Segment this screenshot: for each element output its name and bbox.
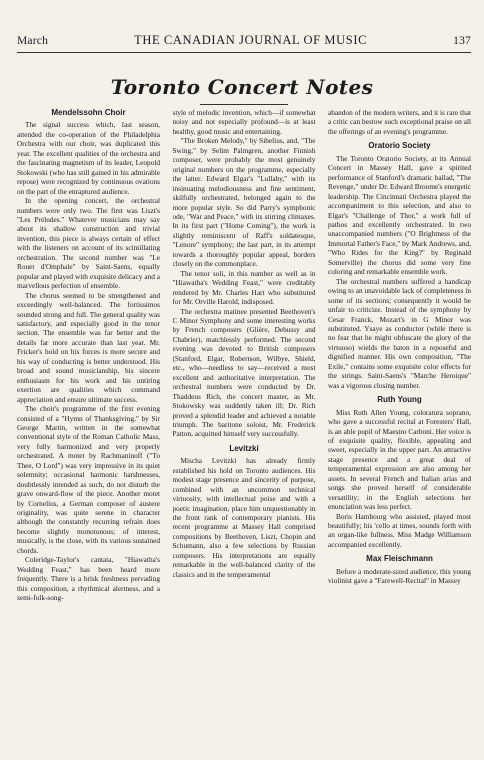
article-heading: Levitzki <box>229 443 259 453</box>
paragraph-continued: style of melodic invention, which—if somewhat noisy and not especially profound—is at least healthy, good music and entertaining. <box>172 108 316 136</box>
paragraph: Boris Hambourg who assisted, played most beautifully; his 'cello at times, sounds forth with an organ-like fullness. Miss Madge Williamson accompanied excellently. <box>328 511 471 549</box>
column-3 <box>328 108 471 756</box>
article-heading: Mendelssohn Choir <box>51 108 126 117</box>
paragraph: The tenor soli, in this number as well as in "Hiawatha's Wedding Feast," were creditably rendered by Mr. Charles Hart who substituted for Mr. Orville Harold, indisposed. <box>172 268 316 307</box>
running-head-month: March <box>17 35 49 47</box>
paragraph: The orchestra matinee presented Beethoven's C Minor Symphony and some interesting works by French composers (Glière, Debussy and Chabrier), matchlessly performed. The second evening was devoted to British composers (Stanford, Elgar, Robertson, Wilbye, Shield, etc., who—needless to say—received a most excellent and authoritative interpretation. The orchestral numbers were conducted by Dr. Thaddeus Rich, the concert master, as Mr. Stokowsky was suddenly taken ill; Dr. Rich proved a splendid leader and achieved a notable triumph. The baritone soloist, Mr. Frederick Patton, acquitted himself very successfully. <box>172 306 316 439</box>
header-rule <box>17 52 471 53</box>
running-head <box>17 33 471 48</box>
article-heading: Max Fleischmann <box>366 554 433 564</box>
paragraph: The Toronto Oratorio Society, at its Annual Concert in Massey Hall, gave a spirited performance of Stanford's dramatic ballad, "The Revenge," under Dr. Edward Broome's energetic leadership. The Cincinnati Orchestra played the accompaniment to this selection, and also to Elgar's "Challenge of Thor," a work full of pathos and excellently orchestrated. In two unaccompanied numbers ("O Brightness of the Immortal Father's Face," by Mark Andrews, and, "Who Rides for the King?" by Reginald Somerville) the chorus did some very fine coloring and remarkable ensemble work. <box>328 153 471 277</box>
paragraph-continued: abandon of the modern writers, and it is rare that a critic can bestow such exceptional praise on all the offerings of an evening's programme. <box>328 108 471 136</box>
article-heading: Oratorio Society <box>368 141 431 151</box>
column-2 <box>173 108 316 756</box>
paragraph: Miss Ruth Allen Young, coloratura soprano, who gave a successful recital at Foresters' Hall, is an able pupil of Maestro Carboni. Her voice is of exquisite quality, flexible, appealing and sweet, especially in the upper part. An attractive stage presence and a great deal of temperamental expression are also among her assets. In several French and Italian arias and songs she proved herself of considerable versatility; in the English selections her enunciation was less perfect. <box>328 407 471 512</box>
article-columns <box>17 108 471 756</box>
paragraph: "The Broken Melody," by Sibelius, and, "The Swing," by Selim Palmgren, another Finnish composer, were probably the most genuinely original numbers on the programme, especially the latter. Edward Elgar's "Lullaby," with its insinuating melodiousness and fine sentiment, skilfully orchestrated, belonged again to the more popular style. So did Parry's symphonic ode, "War and Peace," with its stirring climaxes. In its first part ("Home Coming"), the work is slightly reminiscent of Raff's soldatesque, "Lenore" symphony; the last part, in its attempt towards a thoroughly popular appeal, borders closely on the commonplace. <box>172 136 316 269</box>
section-title: Toronto Concert Notes <box>110 75 374 99</box>
paragraph: The choir's programme of the first evening consisted of a "Hymn of Thanksgiving," by Sir George Martin, written in the somewhat conventional style of the Roman Catholic Mass, very fully harmonized and very properly orchestrated. A motet by Rachmaninoff ("To Thee, O Lord") was very impressive in its quiet solemnity; occasional harmonic harshnesses, doubtlessly intended as such, do not disturb the grave onward-flow of the piece. Another motet by Cornelius, a German composer of austere originality, was quite serene in character although the constantly recurring refrain does become slightly monotonous; of interest, musically, is the close, with its various sustained chords. <box>17 404 160 555</box>
title-rule <box>200 104 288 105</box>
paragraph: Mischa Levitzki has already firmly established his hold on Toronto audiences. His modest stage presence and sincerity of purpose, combined with an uncommon technical virtuosity, with intellectual poise and with a poetic imagination, place him unquestionably in the front rank of contemporary pianists. His recent programme at Massey Hall comprised compositions by Beethoven, Liszt, Chopin and Schumann, also a few selections by Russian composers. His interpretations are equally remarkable in the well-balanced clarity of the classics and in the temperamental <box>172 456 316 579</box>
page-number: 137 <box>453 35 471 47</box>
paragraph: The orchestral numbers suffered a handicap owing to an unavoidable lack of completeness in some of its sections; consequently it would be unfair to criticize. Instead of the symphony by Cesar Franck, Mozart's in G Minor was substituted. Ysaye as conductor (while there is no fear that he might obfuscate the glory of the virtuoso) wields the baton in a reposeful and dignified manner. His own composition, "The Exile," contains some exquisite color effects for the strings. Saint-Saens's "Marche Heroique" was a vigorous closing number. <box>328 276 471 390</box>
column-1 <box>17 108 160 756</box>
paragraph: Before a moderate-sized audience, this young violinist gave a "Farewell-Recital" in Massey <box>328 566 471 586</box>
running-head-journal-title: THE CANADIAN JOURNAL OF MUSIC <box>134 33 368 47</box>
paragraph: The signal success which, last season, attended the co-operation of the Philadelphia Orchestra with our choir, was duplicated this year. The excellent qualities of the orchestra and the fascinating magnetism of its leader, Leopold Stokowski (who has still gained in his admirable repose) were recognized by continuous ovations on the part of the enraptured audience. <box>17 120 160 196</box>
paragraph: The chorus seemed to be strengthened and exceedingly well-balanced. The fortissimos sounded strong and full. The general quality was satisfactory, and especially good in the tenor section. The ensemble was far better and the details far more accurate than last year. Mr. Fricker's hold on his forces is more secure and his way of conducting is better understood. His broad and sound musicianship, his sincere enthusiasm for his work and his untiring exertion are qualities which command appreciation and ensure ultimate success. <box>17 290 160 404</box>
paragraph: In the opening concert, the orchestral numbers were only two. The first was Liszt's "Les Préludes." Whatever musicians may say about its shallow construction and trivial invention, this piece is always certain of effect with the listeners on account of its scintillating orchestration. The second number was "Le Rouet d'Omphale" by Saint-Saens, equally popular and played with exquisite delicacy and a marvellous perfection of ensemble. <box>17 196 160 291</box>
article-heading: Ruth Young <box>377 395 422 405</box>
paragraph: Coleridge-Taylor's cantata, "Hiawatha's Wedding Feast," has been heard more frequently. There is a brisk freshness pervading this composition, a rhythmical alertness, and a semi-folk-song- <box>17 555 160 603</box>
